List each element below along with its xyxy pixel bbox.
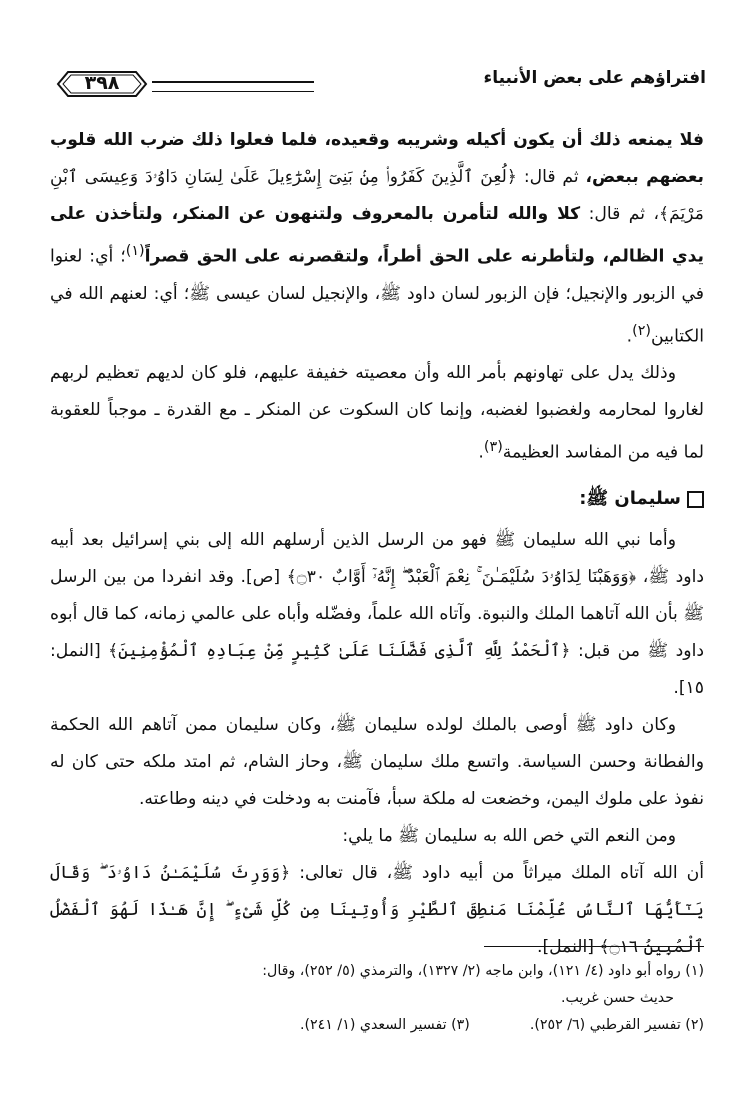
footnote-ref-2: (٢) — [632, 322, 652, 339]
quran-verse: ﴿لُعِنَ ٱلَّذِينَ كَفَرُوا۟ مِنۢ بَنِىٓ إِسْرَٰٓءِيلَ عَلَىٰ لِسَانِ دَاوُۥدَ وَعِيسَى ٱبْنِ مَرْيَمَ﴾ — [50, 167, 704, 224]
paragraph-4: وكان داود ﷺ أوصى بالملك لولده سليمان ﷺ، وكان سليمان ممن آتاهم الله الحكمة والفطانة وحسن السياسة. واتسع ملك سليمان ﷺ، وحاز الشام، ثم امتد ملكه حتى كان له نفوذ على ملوك اليمن، وخضعت له ملكة سبأ، فآمنت به ودخلت في دينه وطاعته. — [50, 715, 704, 810]
footnote-3: (٣) تفسير السعدي (١/ ٢٤١). — [299, 1017, 470, 1033]
page-header — [52, 66, 706, 108]
hadith-text-2: كلا والله لتأمرن بالمعروف ولتنهون عن المنكر، ولتأخذن على يدي الظالم، ولتأطرنه على الحق أطراً، ولتقصرنه على الحق قصراً — [50, 204, 704, 267]
main-text — [50, 122, 704, 966]
quran-verse: ﴿وَوَهَبْنَا لِدَاوُۥدَ سُلَيْمَـٰنَ ۚ نِعْمَ ٱلْعَبْدُ ۖ إِنَّهُۥٓ أَوَّابٌ ۝٣٠﴾ — [286, 567, 637, 588]
running-title: افتراؤهم على بعض الأنبياء — [483, 68, 706, 88]
text-span: ثم قال: — [516, 167, 586, 187]
text-span: ، ثم قال: — [580, 204, 659, 224]
quran-verse: ﴿ٱلْحَمْدُ لِلَّهِ ٱلَّذِى فَضَّلَنَا عَلَىٰ كَثِيرٍ مِّنْ عِبَادِهِ ٱلْمُؤْمِنِينَ﴾ — [108, 641, 571, 662]
quran-verse: ﴿وَوَرِثَ سُلَيْمَـٰنُ دَاوُۥدَ ۖ وَقَالَ يَـٰٓأَيُّهَا ٱلنَّاسُ عُلِّمْنَا مَنطِقَ ٱلطَّيْرِ وَأُوتِينَا مِن كُلِّ شَىْءٍ ۖ إِنَّ هَـٰذَا لَهُوَ ٱلْفَضْلُ ٱلْمُبِينُ ۝١٦﴾ — [50, 863, 704, 958]
text-span: ؛ أي: لعنوا في الزبور والإنجيل؛ فإن الزبور لسان داود ﷺ، والإنجيل لسان عيسى ﷺ؛ أي: لعنهم الله في الكتابين — [50, 246, 704, 347]
footnote-2: (٢) تفسير القرطبي (٦/ ٢٥٢). — [529, 1017, 704, 1033]
section-heading — [50, 482, 704, 516]
text-span: وأما نبي الله سليمان ﷺ فهو من الرسل الذين أرسلهم الله إلى بني إسرائيل بعد أبيه داود ﷺ، — [50, 530, 704, 588]
text-span: [النمل: ١٥]. — [50, 641, 704, 699]
paragraph-1 — [50, 122, 704, 355]
text-span: [ص]. وقد انفردا من بين الرسل ﷺ بأن الله آتاهما الملك والنبوة. وآتاه الله علماً، وفضّله وأباه على عالمي زمانه، كما قال أبوه داود ﷺ من قبل: — [50, 567, 704, 662]
text-span: [النمل]. — [536, 937, 600, 958]
footnote-ref-1: (١) — [125, 243, 145, 259]
footnote-row — [50, 1012, 704, 1039]
square-bullet-icon — [687, 491, 704, 508]
footnote-1: (١) رواه أبو داود (٤/ ١٢١)، وابن ماجه (٢/ ١٣٢٧)، والترمذي (٥/ ٢٥٢)، وقال: — [262, 963, 704, 979]
header-rule — [152, 81, 314, 92]
heading-text: سليمان ﷺ: — [579, 488, 681, 510]
footnote-1-continued: حديث حسن غريب. — [561, 990, 674, 1006]
paragraph-5: ومن النعم التي خص الله به سليمان ﷺ ما يلي: — [342, 826, 676, 847]
paragraph-3 — [50, 522, 704, 707]
page-number-frame — [52, 66, 152, 102]
footnote-ref-3: (٣) — [483, 439, 503, 456]
text-span: وذلك يدل على تهاونهم بأمر الله وأن معصيته خفيفة عليهم، فلو كان لديهم تعظيم لربهم لغاروا لمحارمه ولغضبوا لغضبه، وإنما كان السكوت عن المنكر ـ مع القدرة ـ موجباً للعقوبة لما فيه من المفاسد العظيمة — [50, 363, 704, 464]
text-span: أن الله آتاه الملك ميراثاً من أبيه داود ﷺ، قال تعالى: — [290, 863, 704, 884]
page-number: ٣٩٨ — [84, 72, 120, 94]
paragraph-2 — [50, 355, 704, 472]
text-span: . — [478, 443, 484, 464]
text-span: . — [626, 326, 633, 347]
footnote-separator — [484, 946, 704, 947]
hadith-text-1: فلا يمنعه ذلك أن يكون أكيله وشريبه وقعيده، فلما فعلوا ذلك ضرب الله قلوب بعضهم ببعض، — [50, 130, 704, 187]
paragraph-6 — [50, 855, 704, 966]
footnotes — [50, 958, 704, 1039]
